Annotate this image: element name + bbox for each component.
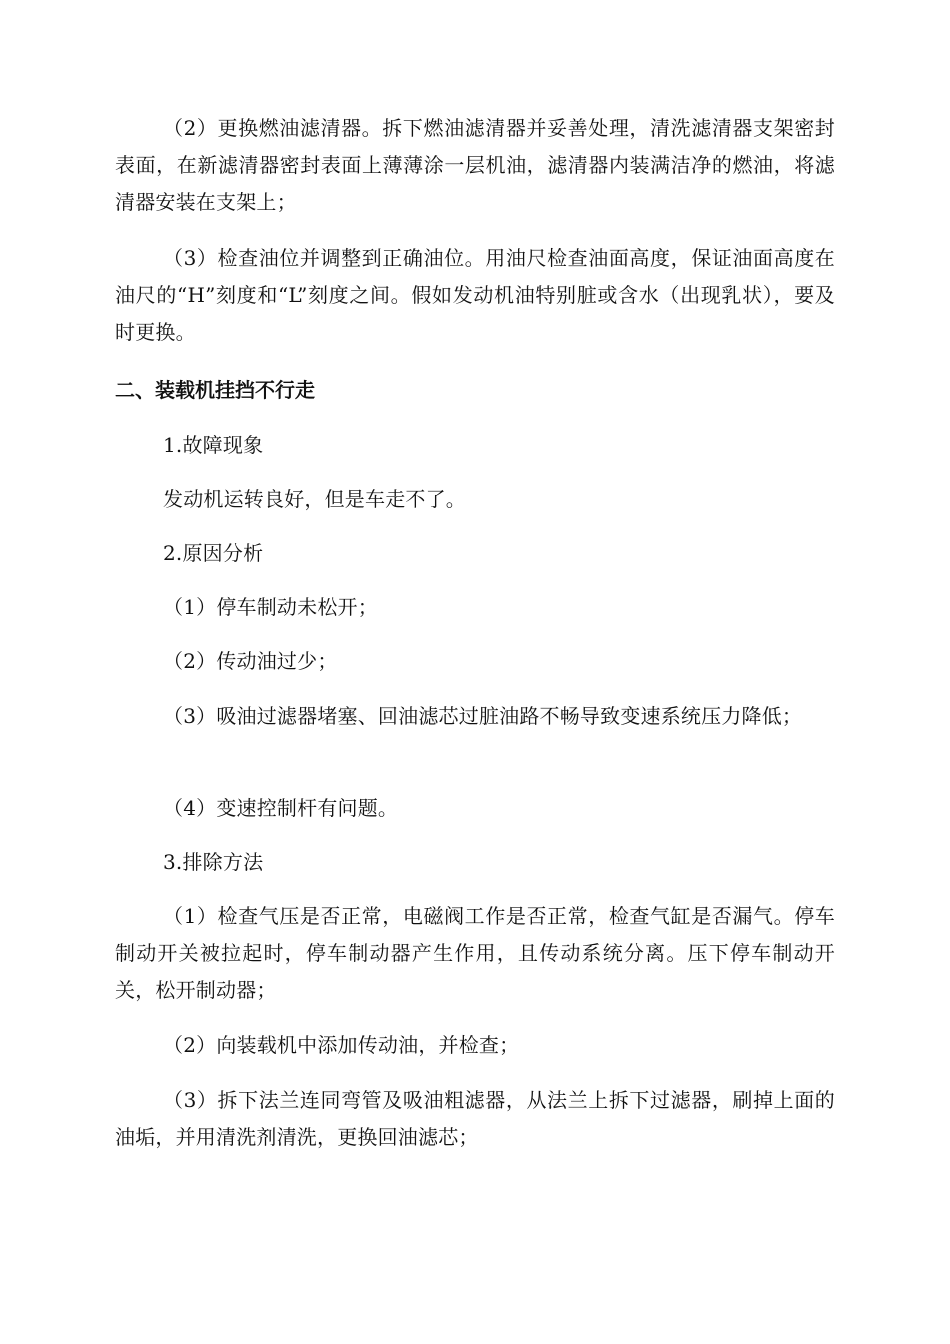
list-item-solution-1: （1）检查气压是否正常，电磁阀工作是否正常，检查气缸是否漏气。停车制动开关被拉起时，停车制动器产生作用，且传动系统分离。压下停车制动开关，松开制动器； — [115, 904, 835, 1002]
list-item-solution-3: （3）拆下法兰连同弯管及吸油粗滤器，从法兰上拆下过滤器，刷掉上面的油垢，并用清洗剂清洗，更换回油滤芯； — [115, 1088, 835, 1149]
paragraph-check-oil-level: （3）检查油位并调整到正确油位。用油尺检查油面高度，保证油面高度在油尺的“H”刻度和“L”刻度之间。假如发动机油特别脏或含水（出现乳状），要及时更换。 — [115, 246, 835, 344]
section-heading: 二、装载机挂挡不行走 — [115, 378, 315, 402]
paragraph-replace-fuel-filter: （2）更换燃油滤清器。拆下燃油滤清器并妥善处理，清洗滤清器支架密封表面，在新滤清器密封表面上薄薄涂一层机油，滤清器内装满洁净的燃油，将滤清器安装在支架上； — [115, 116, 835, 214]
subheading-cause-analysis: 2.原因分析 — [163, 541, 264, 565]
list-item-solution-2: （2）向装载机中添加传动油，并检查； — [163, 1033, 520, 1057]
subheading-solution: 3.排除方法 — [163, 850, 264, 874]
subheading-fault-symptom: 1.故障现象 — [163, 433, 264, 457]
paragraph-fault-description: 发动机运转良好，但是车走不了。 — [163, 487, 466, 511]
list-item-cause-1: （1）停车制动未松开； — [163, 595, 378, 619]
list-item-cause-2: （2）传动油过少； — [163, 649, 338, 673]
list-item-cause-3: （3）吸油过滤器堵塞、回油滤芯过脏油路不畅导致变速系统压力降低； — [163, 704, 803, 728]
list-item-cause-4: （4）变速控制杆有问题。 — [163, 796, 399, 820]
